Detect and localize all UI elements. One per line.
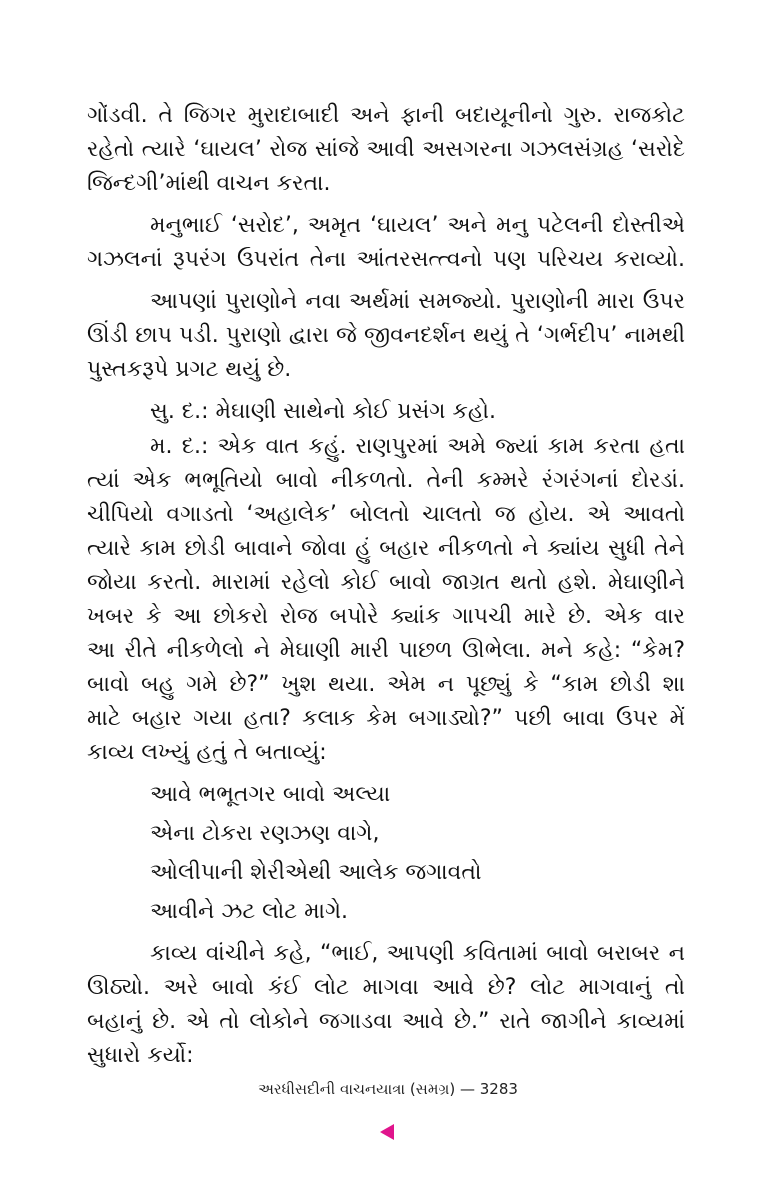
text-line: આ રીતે નીકળેલો ને મેઘાણી મારી પાછળ ઊભેલા. મને કહે: “કેમ? <box>87 638 685 663</box>
text-line: ત્યાં એક ભભૂતિયો બાવો નીકળતો. તેની કમ્મરે રંગરંગનાં દોરડાં. <box>87 468 685 493</box>
text-line: મ. દ.: એક વાત કહું. રાણપુરમાં અમે જ્યાં કામ કરતા હતા <box>150 434 685 459</box>
text-line: જિન્દગી’માંથી વાચન કરતા. <box>87 171 331 196</box>
text-line: મનુભાઈ ‘સરોદ’, અમૃત ‘ઘાયલ’ અને મનુ પટેલની દોસ્તીએ <box>150 213 685 238</box>
text-line: પુસ્તકરૂપે પ્રગટ થયું છે. <box>87 357 292 382</box>
text-line: સુ. દ.: મેઘાણી સાથેનો કોઈ પ્રસંગ કહો. <box>150 399 497 424</box>
text-line: ઊઠ્યો. અરે બાવો કંઈ લોટ માગવા આવે છે? લોટ માગવાનું તો <box>87 975 685 1000</box>
verse-line: આવીને ઝટ લોટ માગે. <box>150 899 349 924</box>
text-line: કાવ્ય વાંચીને કહે, “ભાઈ, આપણી કવિતામાં બાવો બરાબર ન <box>150 941 685 966</box>
text-line: ચીપિયો વગાડતો ‘અહાલેક’ બોલતો ચાલતો જ હોય. એ આવતો <box>87 502 685 527</box>
text-line: ગઝલનાં રૂપરંગ ઉપરાંત તેના આંતરસત્ત્વનો પણ પરિચય કરાવ્યો. <box>87 247 685 272</box>
verse-line: આવે ભભૂતગર બાવો અલ્યા <box>150 782 391 807</box>
text-line: ત્યારે કામ છોડી બાવાને જોવા હું બહાર નીકળતો ને ક્યાંય સુધી તેને <box>87 536 685 561</box>
text-line: બહાનું છે. એ તો લોકોને જગાડવા આવે છે.” રાતે જાગીને કાવ્યમાં <box>87 1009 685 1034</box>
text-line: ગોંડવી. તે જિગર મુરાદાબાદી અને ફાની બદાયૂનીનો ગુરુ. રાજકોટ <box>87 103 685 128</box>
text-line: સુધારો કર્યો: <box>87 1043 194 1068</box>
text-line: રહેતો ત્યારે ‘ઘાયલ’ રોજ સાંજે આવી અસગરના ગઝલસંગ્રહ ‘સરોદે <box>87 137 685 162</box>
text-line: આપણાં પુરાણોને નવા અર્થમાં સમજ્યો. પુરાણોની મારા ઉપર <box>150 289 685 314</box>
text-line: માટે બહાર ગયા હતા? કલાક કેમ બગાડ્યો?” પછી બાવા ઉપર મેં <box>87 706 685 731</box>
text-line: બાવો બહુ ગમે છે?” ખુશ થયા. એમ ન પૂછ્યું કે “કામ છોડી શા <box>87 672 685 697</box>
previous-page-arrow-icon[interactable] <box>380 1124 394 1140</box>
text-line: ઊંડી છાપ પડી. પુરાણો દ્વારા જે જીવનદર્શન થયું તે ‘ગર્ભદીપ’ નામથી <box>87 323 685 348</box>
text-line: જોયા કરતો. મારામાં રહેલો કોઈ બાવો જાગ્રત થતો હશે. મેઘાણીને <box>87 570 685 595</box>
text-line: કાવ્ય લખ્યું હતું તે બતાવ્યું: <box>87 740 327 765</box>
verse-line: એના ટોકરા રણઝણ વાગે, <box>150 821 380 846</box>
page-footer: અરધીસદીની વાચનયાત્રા (સમગ્ર) — 3283 <box>258 1080 518 1098</box>
verse-line: ઓલીપાની શેરીએથી આલેક જગાવતો <box>150 860 482 885</box>
text-line: ખબર કે આ છોકરો રોજ બપોરે ક્યાંક ગાપચી મારે છે. એક વાર <box>87 604 685 629</box>
